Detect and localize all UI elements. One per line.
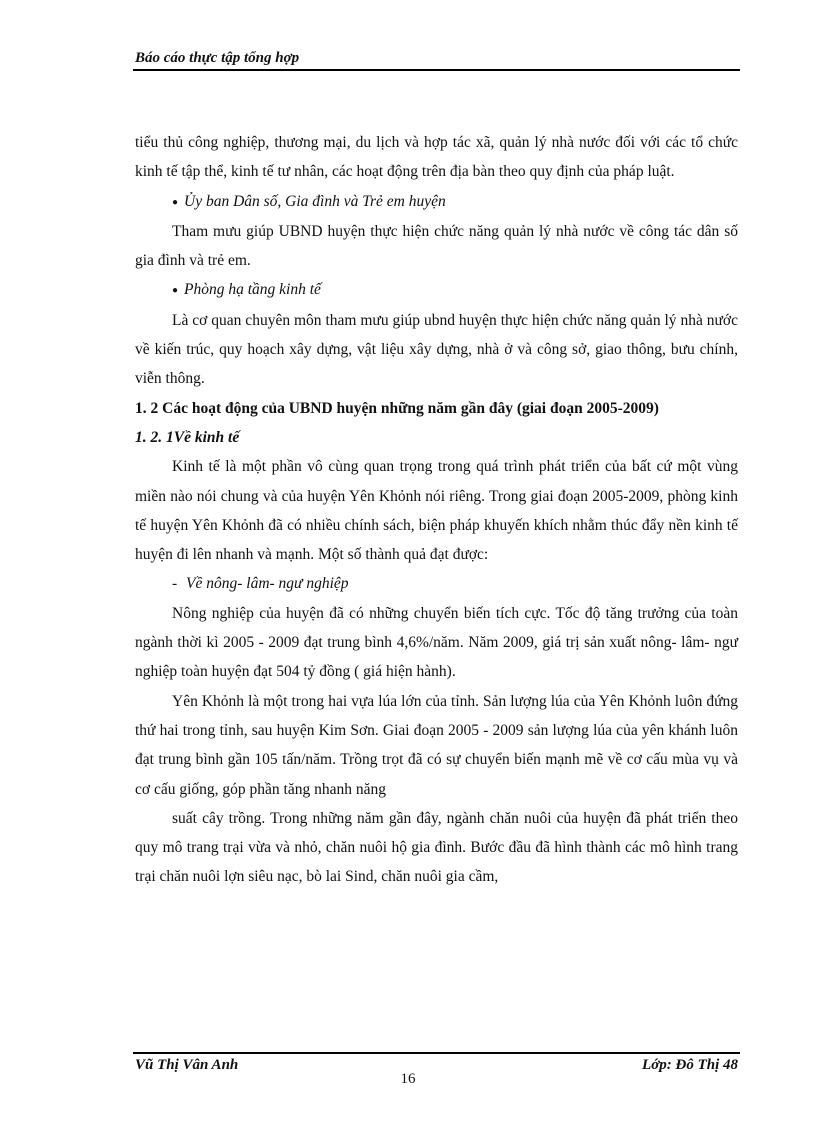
bullet-label: Ủy ban Dân số, Gia đình và Trẻ em huyện (184, 192, 446, 210)
bullet-label: Phòng hạ tầng kinh tế (184, 281, 321, 299)
paragraph: suất cây trồng. Trong những năm gần đây, ngành chăn nuôi của huyện đã phát triển theo quy mô trang trại vừa và nhỏ, chăn nuôi hộ gia đình. Bước đầu đã hình thành các mô hình trang trại chăn nuôi lợn siêu nạc, bò lai Sind, chăn nuôi gia cầm, (135, 809, 738, 886)
paragraph: Nông nghiệp của huyện đã có những chuyển biến tích cực. Tốc độ tăng trưởng của toàn ngành thời kì 2005 - 2009 đạt trung bình 4,6%/năm. Năm 2009, giá trị sản xuất nông- lâm- ngư nghiệp toàn huyện đạt 504 tỷ đồng ( giá hiện hành). (135, 604, 738, 681)
paragraph: Kinh tế là một phần vô cùng quan trọng trong quá trình phát triển của bất cứ một vùng miền nào nói chung và của huyện Yên Khỏnh nói riêng. Trong giai đoạn 2005-2009, phòng kinh tế huyện Yên Khỏnh đã có nhiều chính sách, biện pháp khuyến khích nhằm thúc đẩy nền kinh tế huyện đi lên nhanh và mạnh. Một số thành quả đạt được: (135, 458, 738, 564)
paragraph: Là cơ quan chuyên môn tham mưu giúp ubnd huyện thực hiện chức năng quản lý nhà nước về kiến trúc, quy hoạch xây dựng, vật liệu xây dựng, nhà ở và công sở, giao thông, bưu chính, viễn thông. (135, 311, 738, 388)
bullet-item-infrastructure-office (135, 275, 738, 305)
subsection-heading: 1. 2. 1Về kinh tế (135, 428, 240, 446)
footer-author: Vũ Thị Vân Anh (135, 1057, 239, 1073)
header-divider (133, 69, 740, 71)
document-body (135, 128, 738, 892)
footer-divider (133, 1052, 740, 1054)
page-number: 16 (400, 1071, 416, 1087)
bullet-item-population-committee (135, 187, 738, 217)
footer-class: Lớp: Đô Thị 48 (642, 1057, 738, 1073)
paragraph-continuation: tiểu thủ công nghiệp, thương mại, du lịch và hợp tác xã, quản lý nhà nước đối với các tổ chức kinh tế tập thể, kinh tế tư nhân, các hoạt động trên địa bàn theo quy định của pháp luật. (135, 134, 738, 181)
dash-icon: - (172, 575, 178, 593)
dash-label: Về nông- lâm- ngư nghiệp (186, 575, 349, 593)
section-heading: 1. 2 Các hoạt động của UBND huyện những năm gần đây (giai đoạn 2005-2009) (135, 399, 659, 417)
header-title: Báo cáo thực tập tổng hợp (135, 50, 300, 66)
paragraph: Yên Khỏnh là một trong hai vựa lúa lớn của tỉnh. Sản lượng lúa của Yên Khỏnh luôn đứng thứ hai trong tỉnh, sau huyện Kim Sơn. Giai đoạn 2005 - 2009 sản lượng lúa của yên khánh luôn đạt trung bình gần 105 tấn/năm. Trồng trọt đã có sự chuyển biến mạnh mẽ về cơ cấu mùa vụ và cơ cấu giống, góp phần tăng nhanh năng (135, 692, 738, 798)
bullet-icon: ● (172, 285, 179, 297)
dash-item-agriculture (135, 569, 738, 598)
paragraph: Tham mưu giúp UBND huyện thực hiện chức năng quản lý nhà nước về công tác dân số gia đình và trẻ em. (135, 222, 738, 270)
bullet-icon: ● (172, 196, 179, 208)
